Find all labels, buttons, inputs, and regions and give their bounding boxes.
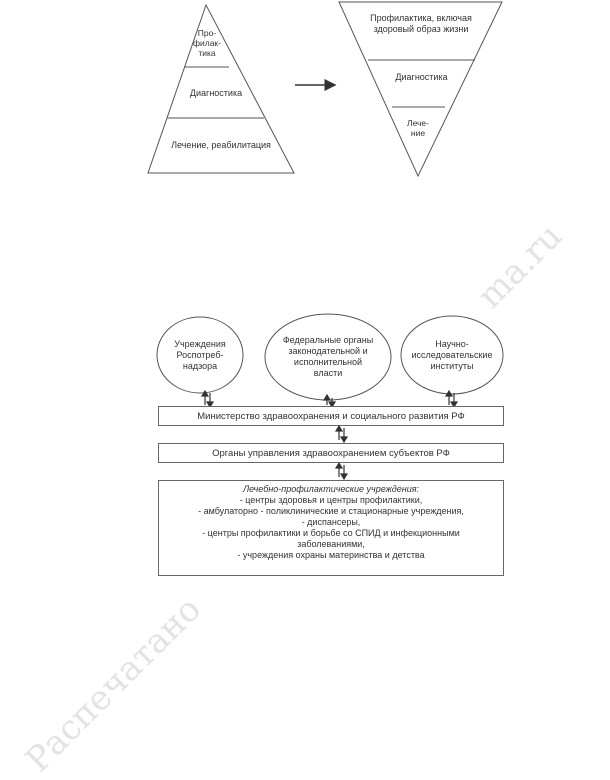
facilities-item: - диспансеры, — [301, 517, 361, 527]
federal-authorities-label: Федеральные органы законодательной и исполнительной власти — [282, 335, 374, 378]
facilities-item: - амбулаторно - поликлинические и стационарные учреждения, — [198, 506, 464, 516]
research-institutes-label: Научно- исследовательские институты — [411, 338, 493, 371]
watermark-right: ma.ru — [470, 216, 571, 317]
pyramid-left-bottom-label: Лечение, реабилитация — [171, 140, 271, 150]
rospotrebnadzor-label: Учреждения Роспотреб- надзора — [174, 338, 226, 371]
facilities-box — [158, 480, 504, 576]
pyramid-left-middle-label: Диагностика — [189, 88, 243, 98]
pyramid-left-top-label: Про- филак- тика — [193, 28, 221, 58]
watermark-bottom-left: Распечатано — [18, 589, 209, 780]
facilities-item: - учреждения охраны материнства и детства — [237, 550, 425, 560]
ministry-box: Министерство здравоохранения и социального развития РФ — [158, 406, 504, 426]
facilities-item: - центры профилактики и борьбе со СПИД и инфекционными — [202, 528, 460, 538]
double-arrow-ministry-regional — [336, 426, 347, 442]
double-arrow-regional-facilities — [336, 463, 347, 479]
facilities-item: - центры здоровья и центры профилактики, — [239, 495, 423, 505]
pyramid-right-top-label: Профилактика, включая здоровый образ жизни — [370, 13, 472, 34]
regional-authorities-box: Органы управления здравоохранением субъектов РФ — [158, 443, 504, 463]
double-arrow-left — [202, 391, 213, 407]
facilities-item: заболеваниями, — [297, 539, 365, 549]
pyramid-right-middle-label: Диагностика — [395, 72, 448, 82]
pyramid-right-bottom-label: Лече- ние — [406, 118, 429, 138]
connector-arrows — [202, 391, 457, 479]
facilities-title: Лечебно-профилактические учреждения: — [242, 484, 420, 494]
